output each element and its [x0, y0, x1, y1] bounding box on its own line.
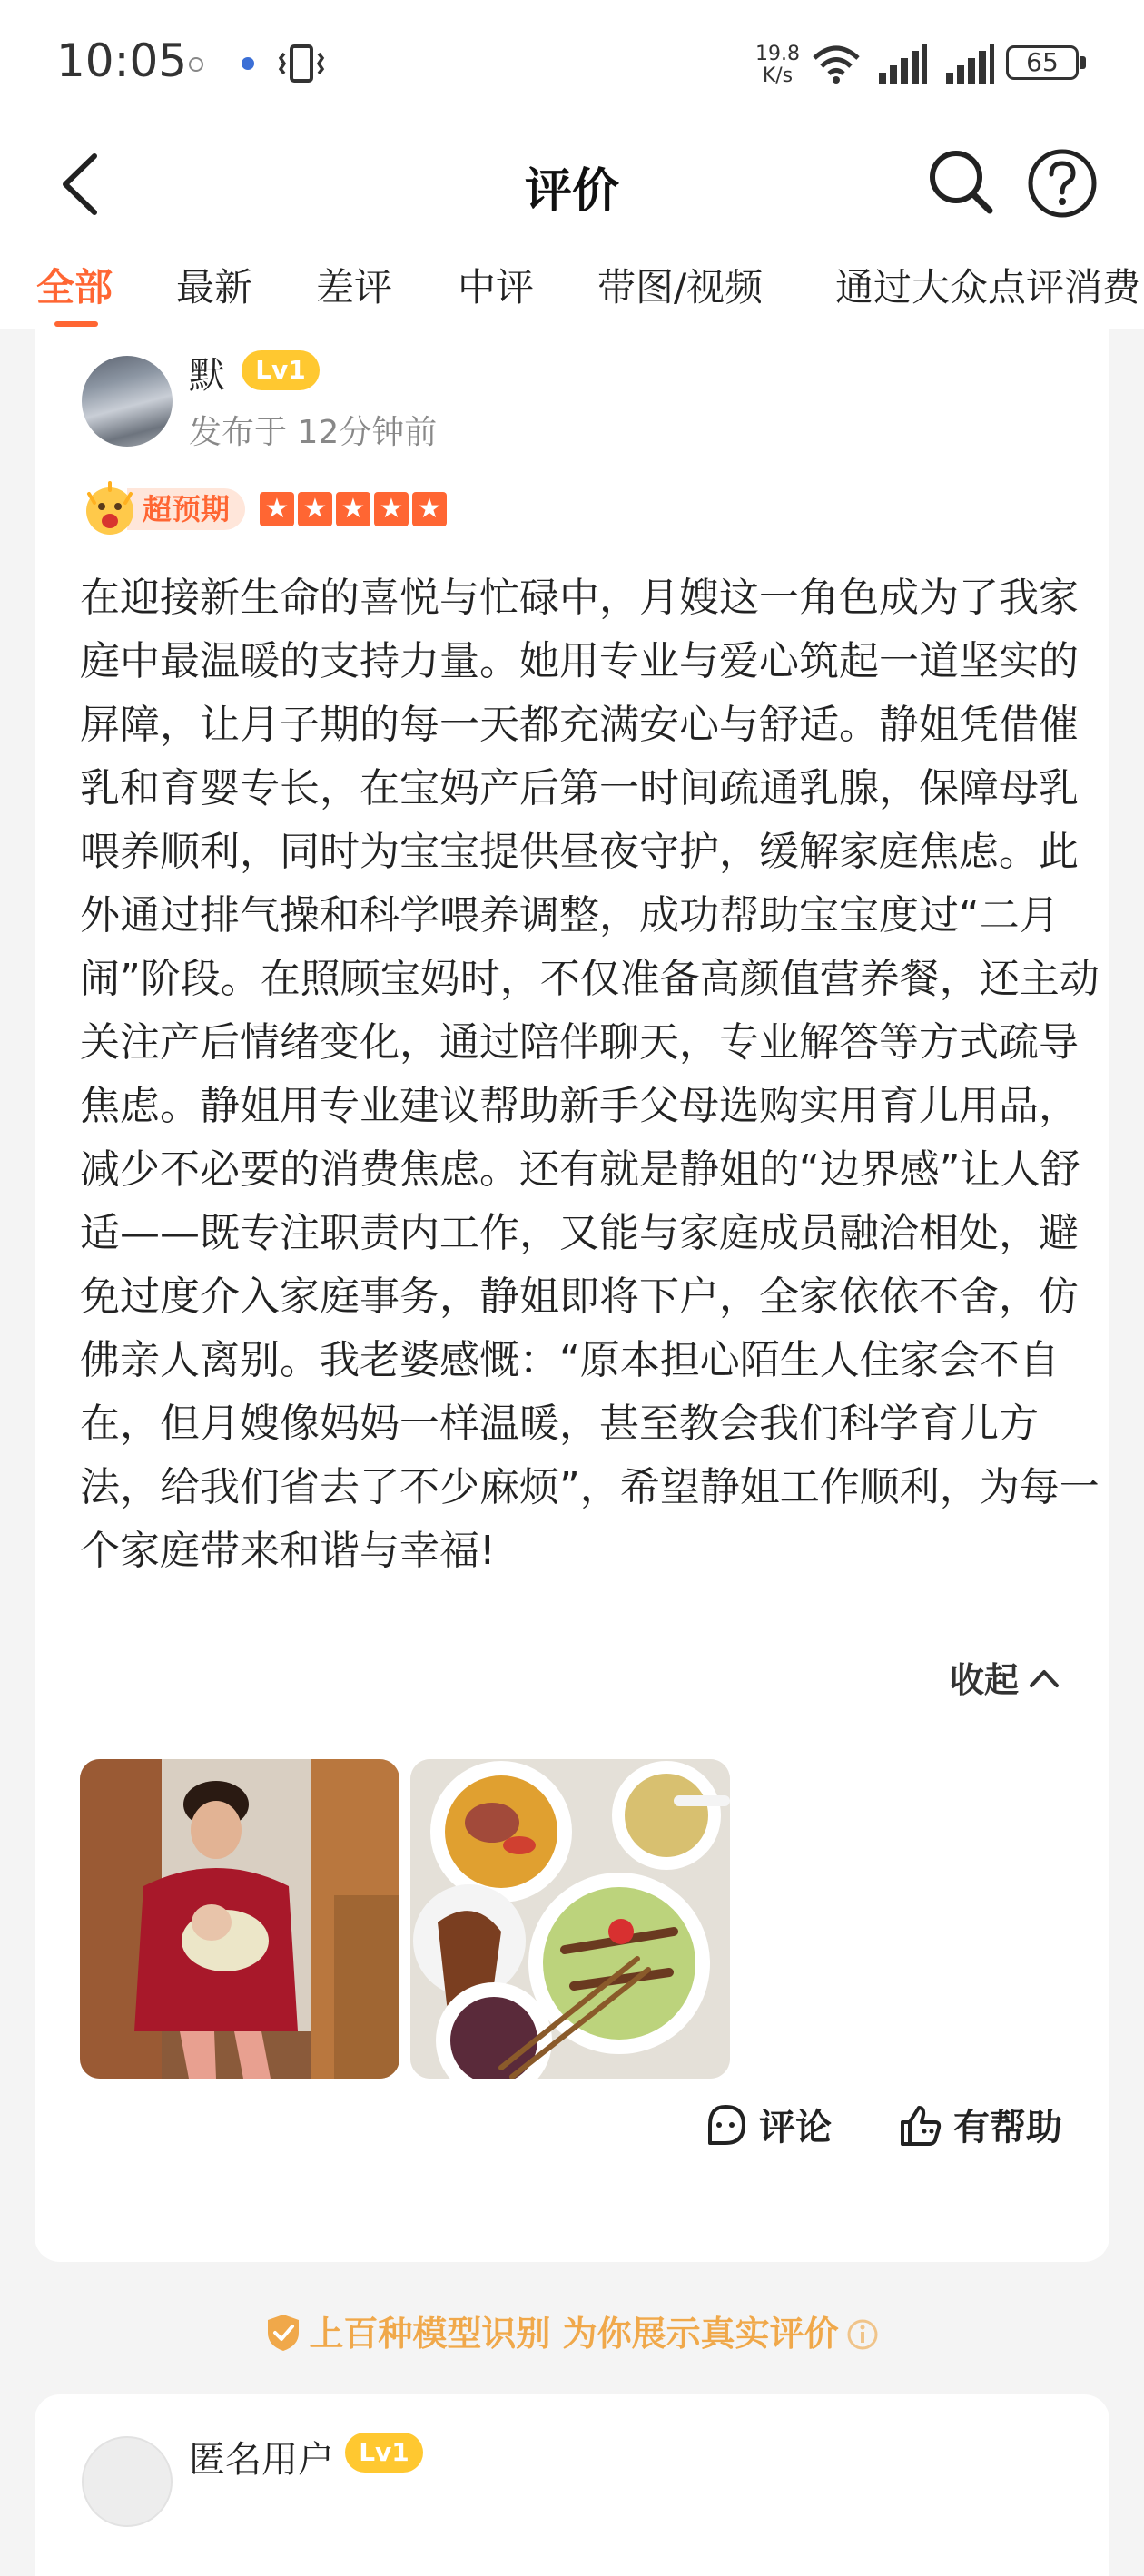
- comment-icon: [703, 2102, 748, 2148]
- review-photo-2[interactable]: [410, 1759, 730, 2079]
- tab-dianping-purchase[interactable]: 通过大众点评消费: [835, 265, 1141, 310]
- signal-icon: [877, 42, 928, 85]
- chevron-up-icon: [1028, 1666, 1060, 1689]
- wifi-icon: [811, 42, 862, 85]
- tab-neutral[interactable]: 中评: [458, 265, 535, 310]
- page-title: 评价: [524, 164, 619, 219]
- star-icon: ★: [336, 492, 370, 526]
- reviewer-name[interactable]: 匿名用户: [189, 2439, 334, 2481]
- signal-icon: [944, 42, 995, 85]
- battery-tip: [1080, 56, 1086, 69]
- tab-all[interactable]: 全部: [36, 265, 113, 310]
- level-badge: Lv1: [242, 350, 320, 390]
- shield-check-icon: [265, 2313, 301, 2353]
- app-dot-icon: [242, 57, 254, 70]
- next-review-card: [35, 2394, 1109, 2576]
- battery-icon: [1006, 45, 1079, 80]
- help-icon[interactable]: [1026, 147, 1099, 220]
- photo-meal-dishes: [410, 1759, 730, 2079]
- tab-with-media[interactable]: 带图/视频: [597, 265, 764, 310]
- tab-active-indicator: [54, 321, 98, 327]
- notification-dot-icon: [189, 57, 203, 72]
- verify-text: 上百种模型识别 为你展示真实评价: [309, 2314, 839, 2354]
- star-icon: ★: [298, 492, 332, 526]
- info-icon[interactable]: [846, 2318, 879, 2351]
- search-icon[interactable]: [926, 147, 995, 216]
- rating-tag: 超预期: [127, 488, 245, 530]
- helpful-button[interactable]: [897, 2099, 1062, 2150]
- star-rating: [260, 492, 447, 526]
- post-time: 发布于 12分钟前: [189, 414, 438, 451]
- verify-banner: [0, 2306, 1144, 2355]
- reviewer-name[interactable]: 默: [189, 355, 225, 397]
- status-bar: [0, 0, 1144, 127]
- network-speed-value: 19.8: [755, 43, 800, 65]
- battery-level: 65: [1026, 47, 1059, 77]
- collapse-button[interactable]: [950, 1652, 1060, 1702]
- vibrate-icon: [277, 43, 326, 84]
- comment-label: 评论: [759, 2107, 832, 2148]
- collapse-label: 收起: [950, 1660, 1020, 1700]
- avatar[interactable]: [82, 356, 173, 447]
- surprised-emoji-icon: [82, 481, 138, 537]
- photo-nanny-with-baby: [80, 1759, 399, 2079]
- filter-tabs: [0, 238, 1144, 329]
- nav-header: [0, 127, 1144, 238]
- comment-button[interactable]: [703, 2099, 832, 2150]
- thumbs-up-icon: [897, 2102, 942, 2148]
- helpful-label: 有帮助: [953, 2107, 1062, 2148]
- tab-latest[interactable]: 最新: [176, 265, 253, 310]
- level-badge: Lv1: [345, 2433, 423, 2473]
- star-icon: ★: [374, 492, 409, 526]
- review-card: [35, 329, 1109, 2262]
- network-speed: [755, 44, 800, 87]
- star-icon: ★: [412, 492, 447, 526]
- tab-negative[interactable]: 差评: [316, 265, 393, 310]
- clock: 10:05: [56, 34, 188, 87]
- network-speed-unit: K/s: [762, 64, 794, 87]
- star-icon: ★: [260, 492, 294, 526]
- avatar[interactable]: [82, 2436, 173, 2527]
- review-text: 在迎接新生命的喜悦与忙碌中，月嫂这一角色成为了我家庭中最温暖的支持力量。她用专业与爱心筑起一道坚实的屏障，让月子期的每一天都充满安心与舒适。静姐凭借催乳和育婴专长，在宝妈产后第一时间疏通乳腺，保障母乳喂养顺利，同时为宝宝提供昼夜守护，缓解家庭焦虑。此外通过排气操和科学喂养调整，成功帮助宝宝度过“二月闹”阶段。在照顾宝妈时，不仅准备高颜值营养餐，还主动关注产后情绪变化，通过陪伴聊天，专业解答等方式疏导焦虑。静姐用专业建议帮助新手父母选购实用育儿用品，减少不必要的消费焦虑。还有就是静姐的“边界感”让人舒适——既专注职责内工作，又能与家庭成员融洽相处，避免过度介入家庭事务，静姐即将下户，全家依依不舍，仿佛亲人离别。我老婆感慨：“原本担心陌生人住家会不自在，但月嫂像妈妈一样温暖，甚至教会我们科学育儿方法，给我们省去了不少麻烦”，希望静姐工作顺利，为每一个家庭带来和谐与幸福!: [80, 575, 1100, 1574]
- review-photo-1[interactable]: [80, 1759, 399, 2079]
